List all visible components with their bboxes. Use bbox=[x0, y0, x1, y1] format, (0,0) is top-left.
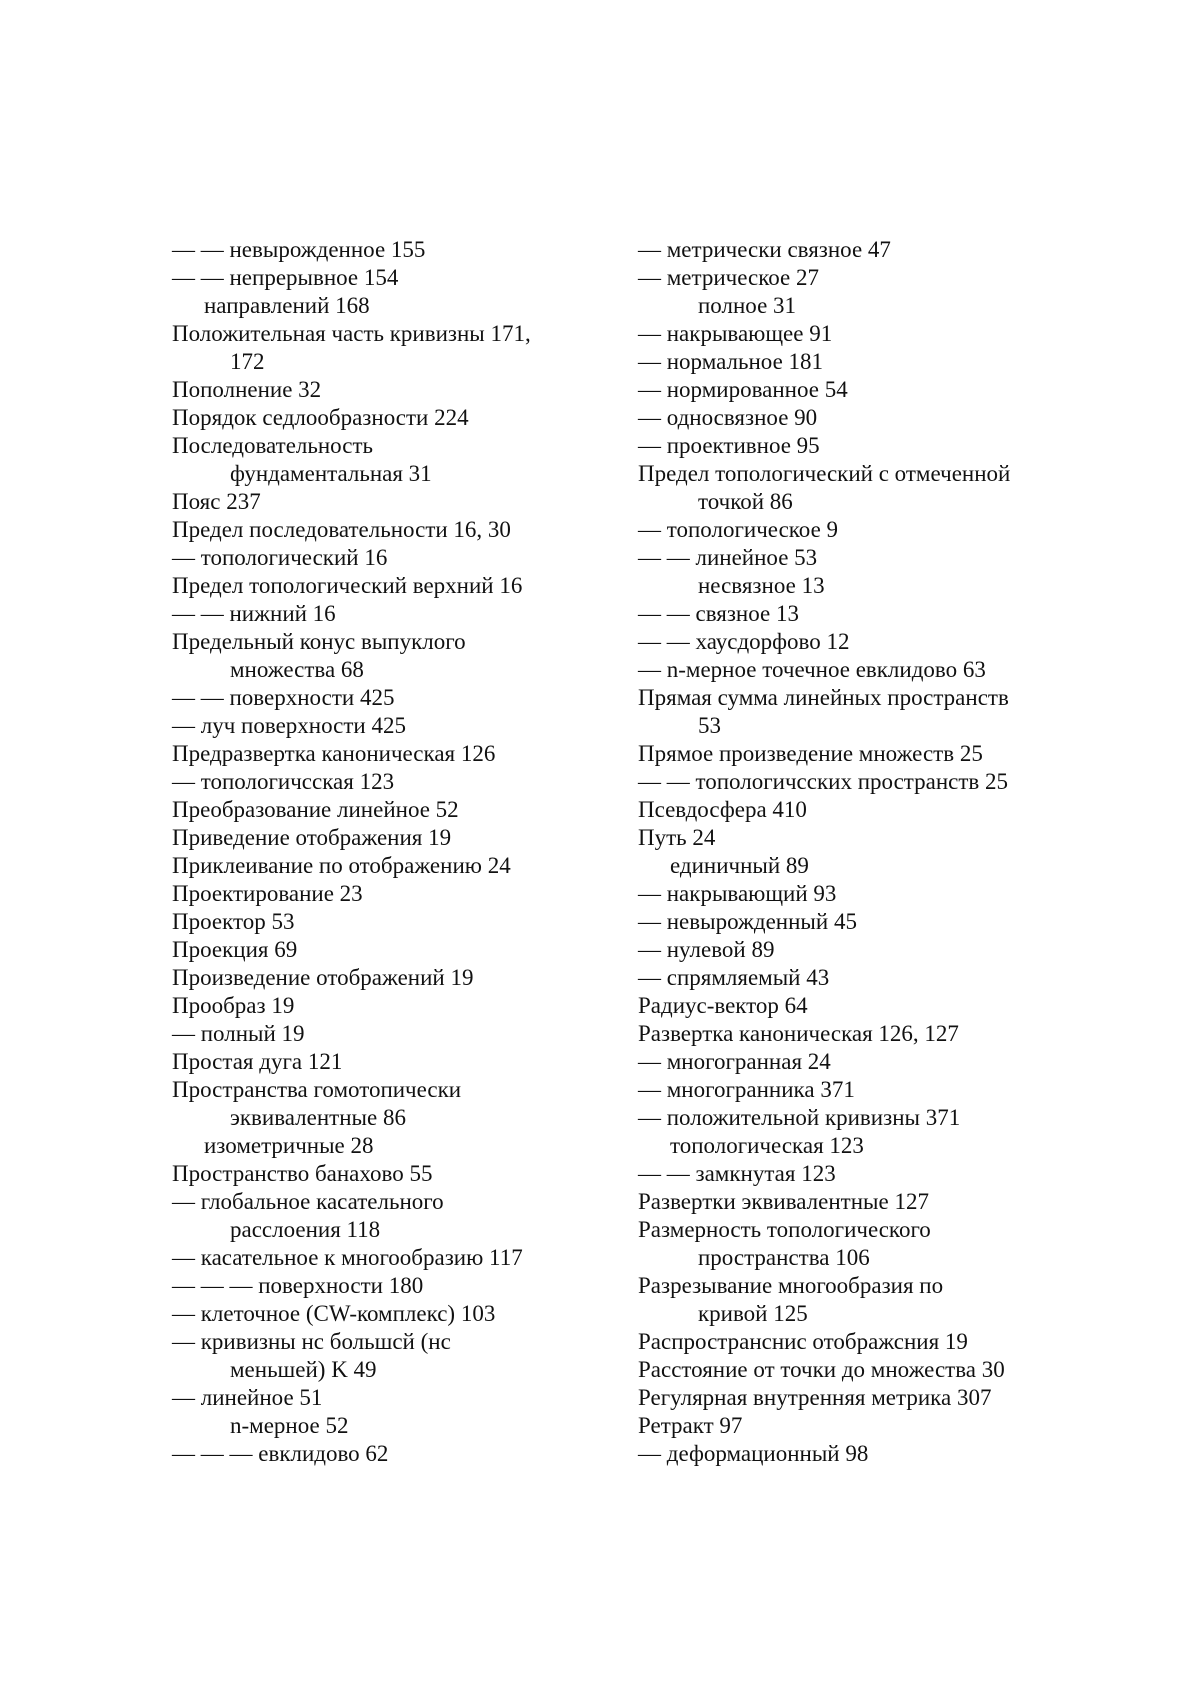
index-entry: — — нижний 16 bbox=[172, 601, 336, 626]
index-entry: — — линейное 53 bbox=[638, 545, 818, 570]
index-entry: — односвязное 90 bbox=[638, 405, 818, 430]
index-entry: Прообраз 19 bbox=[172, 993, 295, 1018]
index-entry: Пополнение 32 bbox=[172, 377, 322, 402]
index-entry: единичный 89 bbox=[670, 853, 809, 878]
index-entry: Произведение отображений 19 bbox=[172, 965, 474, 990]
index-entry: кривой 125 bbox=[698, 1301, 808, 1326]
index-entry: — проективное 95 bbox=[638, 433, 820, 458]
index-entry: — многогранная 24 bbox=[638, 1049, 831, 1074]
index-entry: — нормированное 54 bbox=[638, 377, 848, 402]
index-entry: топологическая 123 bbox=[670, 1133, 864, 1158]
index-entry: — многогранника 371 bbox=[638, 1077, 855, 1102]
index-entry: направлений 168 bbox=[204, 293, 370, 318]
index-entry: полное 31 bbox=[698, 293, 797, 318]
index-entry: — луч поверхности 425 bbox=[172, 713, 406, 738]
index-entry: — накрывающее 91 bbox=[638, 321, 833, 346]
index-column-left bbox=[172, 236, 612, 1468]
index-column-right bbox=[638, 236, 1068, 1468]
index-entry: — топологический 16 bbox=[172, 545, 388, 570]
index-entry: пространства 106 bbox=[698, 1245, 870, 1270]
index-entry: — деформационный 98 bbox=[638, 1441, 869, 1466]
index-entry: Простая дуга 121 bbox=[172, 1049, 343, 1074]
index-entry: Преобразование линейное 52 bbox=[172, 797, 459, 822]
index-entry: Разрезывание многообразия по bbox=[638, 1273, 944, 1298]
index-entry: Приклеивание по отображению 24 bbox=[172, 853, 511, 878]
index-entry: — нормальное 181 bbox=[638, 349, 824, 374]
index-entry: — глобальное касательного bbox=[172, 1189, 444, 1214]
index-entry: — положительной кривизны 371 bbox=[638, 1105, 961, 1130]
index-entry: несвязное 13 bbox=[698, 573, 825, 598]
index-entry: — — поверхности 425 bbox=[172, 685, 395, 710]
index-entry: множества 68 bbox=[230, 657, 364, 682]
index-entry: — кривизны нс большсй (нс bbox=[172, 1329, 451, 1354]
index-entry: изометричные 28 bbox=[204, 1133, 374, 1158]
index-entry: Предел последовательности 16, 30 bbox=[172, 517, 511, 542]
index-entry: Пояс 237 bbox=[172, 489, 261, 514]
index-entry: — — замкнутая 123 bbox=[638, 1161, 836, 1186]
index-entry: Предельный конус выпуклого bbox=[172, 629, 466, 654]
index-entry: меньшей) K 49 bbox=[230, 1357, 377, 1382]
index-entry: — топологичсская 123 bbox=[172, 769, 395, 794]
index-entry: — полный 19 bbox=[172, 1021, 305, 1046]
index-entry: — — невырожденное 155 bbox=[172, 237, 426, 262]
index-entry: Расстояние от точки до множества 30 bbox=[638, 1357, 1005, 1382]
index-entry: Пространство банахово 55 bbox=[172, 1161, 433, 1186]
index-entry: Проекция 69 bbox=[172, 937, 298, 962]
index-entry: — метрическое 27 bbox=[638, 265, 819, 290]
index-entry: — клеточное (CW-комплекс) 103 bbox=[172, 1301, 496, 1326]
index-entry: Развертки эквивалентные 127 bbox=[638, 1189, 929, 1214]
index-entry: Ретракт 97 bbox=[638, 1413, 743, 1438]
index-entry: Проектор 53 bbox=[172, 909, 295, 934]
index-entry: — — хаусдорфово 12 bbox=[638, 629, 850, 654]
index-entry: Положительная часть кривизны 171, bbox=[172, 321, 531, 346]
index-entry: — нулевой 89 bbox=[638, 937, 775, 962]
index-entry: фундаментальная 31 bbox=[230, 461, 432, 486]
index-entry: 53 bbox=[698, 713, 721, 738]
index-entry: Предразвертка каноническая 126 bbox=[172, 741, 496, 766]
index-entry: Радиус-вектор 64 bbox=[638, 993, 808, 1018]
index-entry: — — топологичсских пространств 25 bbox=[638, 769, 1008, 794]
index-entry: Порядок седлообразности 224 bbox=[172, 405, 469, 430]
index-entry: Предел топологический верхний 16 bbox=[172, 573, 523, 598]
index-entry: Псевдосфера 410 bbox=[638, 797, 807, 822]
index-entry: Распространснис отображсния 19 bbox=[638, 1329, 968, 1354]
index-entry: — линейное 51 bbox=[172, 1385, 323, 1410]
index-entry: Путь 24 bbox=[638, 825, 716, 850]
index-entry: — спрямляемый 43 bbox=[638, 965, 830, 990]
index-entry: Развертка каноническая 126, 127 bbox=[638, 1021, 959, 1046]
index-entry: Предел топологический с отмеченной bbox=[638, 461, 1011, 486]
index-entry: — накрывающий 93 bbox=[638, 881, 837, 906]
index-entry: — топологическое 9 bbox=[638, 517, 839, 542]
index-entry: расслоения 118 bbox=[230, 1217, 381, 1242]
index-entry: — — непрерывное 154 bbox=[172, 265, 399, 290]
index-entry: Приведение отображения 19 bbox=[172, 825, 452, 850]
index-entry: — невырожденный 45 bbox=[638, 909, 857, 934]
index-entry: Пространства гомотопически bbox=[172, 1077, 462, 1102]
index-entry: — касательное к многообразию 117 bbox=[172, 1245, 523, 1270]
index-entry: — — — поверхности 180 bbox=[172, 1273, 424, 1298]
index-entry: Прямое произведение множеств 25 bbox=[638, 741, 983, 766]
index-entry: — n-мерное точечное евклидово 63 bbox=[638, 657, 986, 682]
index-entry: Регулярная внутренняя метрика 307 bbox=[638, 1385, 992, 1410]
index-entry: Прямая сумма линейных пространств bbox=[638, 685, 1009, 710]
index-entry: — — связное 13 bbox=[638, 601, 799, 626]
index-entry: точкой 86 bbox=[698, 489, 793, 514]
index-entry: n-мерное 52 bbox=[230, 1413, 349, 1438]
index-entry: Проектирование 23 bbox=[172, 881, 363, 906]
index-entry: эквивалентные 86 bbox=[230, 1105, 406, 1130]
index-entry: — — — евклидово 62 bbox=[172, 1441, 389, 1466]
index-entry: Размерность топологического bbox=[638, 1217, 931, 1242]
index-entry: Последовательность bbox=[172, 433, 374, 458]
index-entry: 172 bbox=[230, 349, 265, 374]
index-entry: — метрически связное 47 bbox=[638, 237, 891, 262]
